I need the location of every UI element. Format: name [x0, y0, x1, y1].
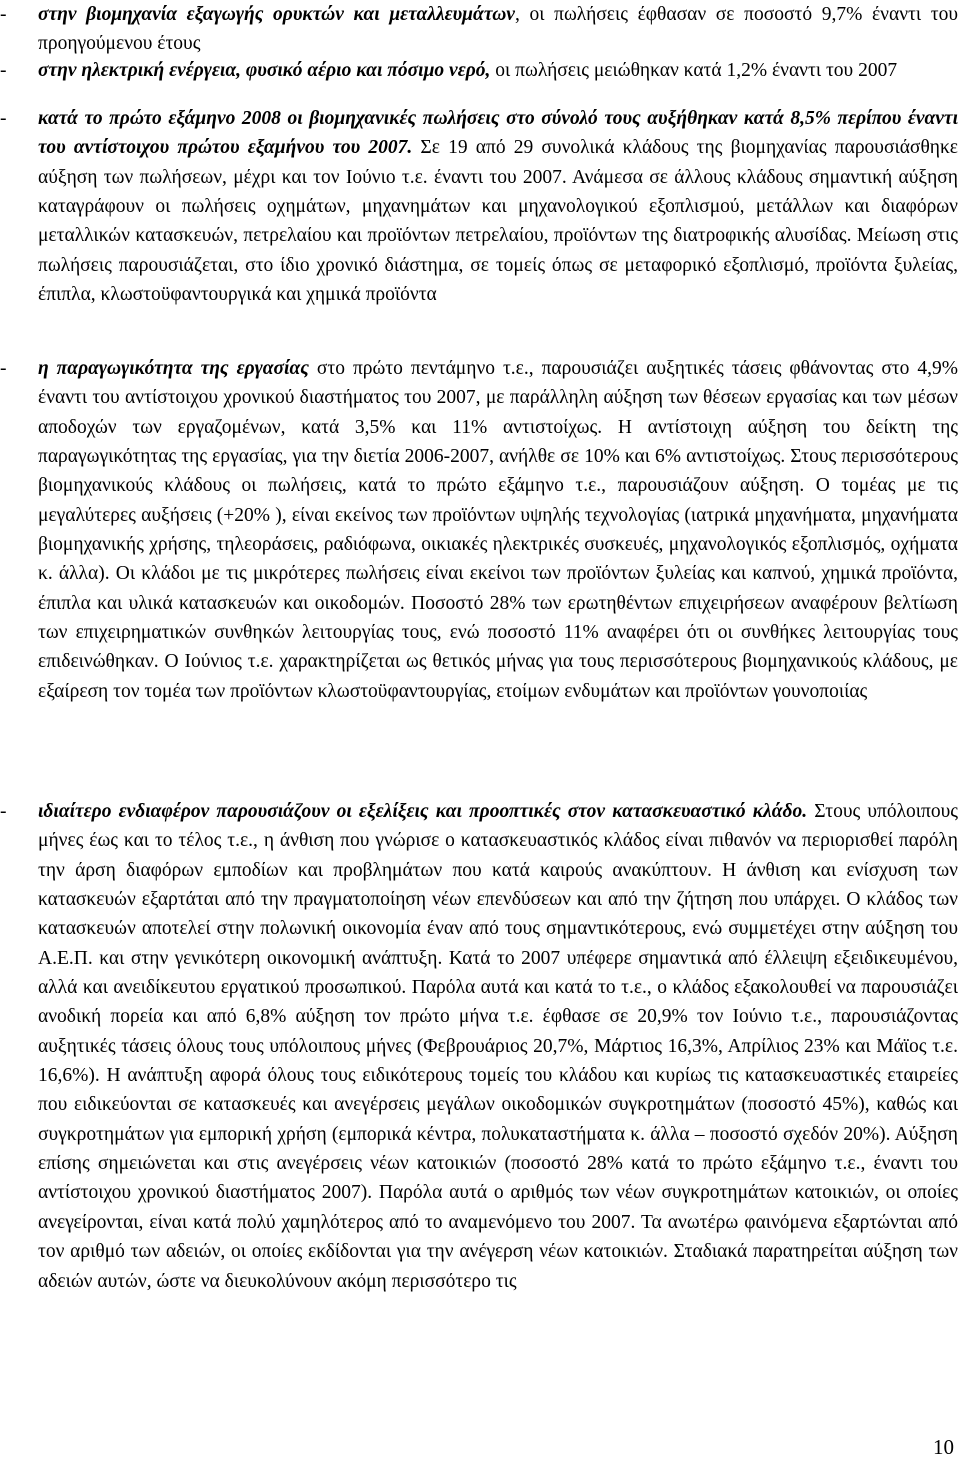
bullet-item-labour-productivity	[0, 354, 958, 706]
item-body-text: οι πωλήσεις μειώθηκαν κατά 1,2% έναντι του 2007	[490, 60, 898, 81]
bullet-dash: -	[0, 358, 7, 379]
item-lead-text: η παραγωγικότητα της εργασίας	[38, 358, 309, 379]
bullet-dash: -	[0, 108, 7, 129]
bullet-item-construction	[0, 797, 958, 1296]
item-body-text: Σε 19 από 29 συνολικά κλάδους της βιομηχανίας παρουσιάσθηκε αύξηση των πωλήσεων, μέχρι και τον Ιούνιο τ.ε. έναντι του 2007. Ανάμεσα σε άλλους κλάδους σημαντική αύξηση καταγράφουν οι πωλήσεις οχημάτων, μηχανημάτων και μηχανολογικού εξοπλισμού, μετάλλων και διαφόρων μεταλλικών κατασκευών, πετρελαίου και προϊόντων πετρελαίου, προϊόντων της διατροφικής αλυσίδας. Μείωση στις πωλήσεις παρουσιάζεται, στο ίδιο χρονικό διάστημα, σε τομείς όπως σε μεταφορικό εξοπλισμό, προϊόντα ξυλείας, έπιπλα, κλωστοϋφαντουργικά και χημικά προϊόντα	[38, 137, 958, 306]
item-body-text: Στους υπόλοιπους μήνες έως και το τέλος τ.ε., η άνθιση που γνώρισε ο κατασκευαστικός κλάδος είναι πιθανόν να περιορισθεί παρόλη την άρση διαφόρων εμποδίων και προβλημάτων που κατά καιρούς ανακύπτουν. Η άνθιση και ενίσχυση των κατασκευών εξαρτάται από την πραγματοποίηση νέων επενδύσεων και από την ζήτηση που υπάρχει. Ο κλάδος των κατασκευών αποτελεί στην πολωνική οικονομία έναν από τους σημαντικότερους, ενώ συμμετέχει στην αύξηση του Α.Ε.Π. και στην γενικότερη οικονομική ανάπτυξη. Κατά το 2007 υπέφερε σημαντικά από έλλειψη εξειδικευμένου, αλλά και ανειδίκευτου εργατικού προσωπικού. Παρόλα αυτά και κατά το τ.ε., ο κλάδος εξακολουθεί να παρουσιάζει ανοδική πορεία και από 6,8% αύξηση τον πρώτο μήνα τ.ε. έφθασε σε 20,9% τον Ιούνιο τ.ε., παρουσιάζοντας αυξητικές τάσεις όλους τους υπόλοιπους μήνες (Φεβρουάριος 20,7%, Μάρτιος 16,3%, Απρίλιος 23% και Μάϊος τ.ε. 16,6%). Η ανάπτυξη αφορά όλους τους ειδικότερους τομείς του κλάδου και κυρίως τις κατασκευαστικές εταιρείες που ειδικεύονται σε κατασκευές και ανεγέρσεις μεγάλων οικοδομικών συγκροτημάτων (ποσοστό 45%), καθώς και συγκροτημάτων για εμπορική χρήση (εμπορικά κέντρα, πολυκαταστήματα κ. άλλα – ποσοστό σχεδόν 20%). Αύξηση επίσης σημειώνεται και στις ανεγέρσεις νέων κατοικιών (ποσοστό 28% κατά το πρώτο εξάμηνο τ.ε., έναντι του αντίστοιχου χρονικού διαστήματος 2007). Παρόλα αυτά ο αριθμός των νέων συγκροτημάτων κατοικιών, οι οποίες ανεγείρονται, είναι κατά πολύ χαμηλότερος από το αναμενόμενο του 2007. Τα ανωτέρω φαινόμενα εξαρτώνται από τον αριθμό των αδειών, οι οποίες εκδίδονται για την ανέγερση νέων κατοικιών. Σταδιακά παρατηρείται αύξηση των αδειών αυτών, ώστε να διευκολύνουν ακόμη περισσότερο τις	[38, 801, 958, 1292]
bullet-dash: -	[0, 60, 7, 81]
item-lead-text: κατά το πρώτο εξάμηνο 2008 οι βιομηχανικές πωλήσεις στο σύνολό τους αυξήθηκαν κατά 8,5% περίπου έναντι του αντίστοιχου πρώτου εξαμήνου του 2007.	[38, 108, 958, 159]
bullet-dash: -	[0, 4, 7, 25]
bullet-item-energy	[0, 56, 958, 85]
bullet-item-mining	[0, 0, 959, 59]
bullet-item-first-half-sales	[0, 104, 958, 309]
item-body-text: , οι πωλήσεις έφθασαν σε ποσοστό 9,7% έναντι του προηγούμενου έτους	[38, 4, 959, 55]
page-number: 10	[933, 1435, 954, 1459]
item-lead-text: ιδιαίτερο ενδιαφέρον παρουσιάζουν οι εξελίξεις και προοπτικές στον κατασκευαστικό κλάδο.	[38, 801, 808, 822]
item-lead-text: στην βιομηχανία εξαγωγής ορυκτών και μεταλλευμάτων	[38, 4, 515, 25]
item-body-text: στο πρώτο πεντάμηνο τ.ε., παρουσιάζει αυξητικές τάσεις φθάνοντας στο 4,9% έναντι του αντίστοιχου χρονικού διαστήματος του 2007, με παράλληλη αύξηση των θέσεων εργασίας και των μέσων αποδοχών των εργαζομένων, κατά 3,5% και 11% αντιστοίχως. Η αντίστοιχη αύξηση του δείκτη της παραγωγικότητας της εργασίας, για την διετία 2006-2007, ανήλθε σε 10% και 6% αντιστοίχως. Στους περισσότερους βιομηχανικούς κλάδους οι πωλήσεις, κατά το πρώτο εξάμηνο τ.ε., παρουσιάζουν αύξηση. Ο τομέας με τις μεγαλύτερες αυξήσεις (+20% ), είναι εκείνος των προϊόντων υψηλής τεχνολογίας (ιατρικά μηχανήματα, μηχανήματα βιομηχανικής χρήσης, τηλεοράσεις, ραδιόφωνα, οικιακές ηλεκτρικές συσκευές, μηχανολογικός εξοπλισμός, οχήματα κ. άλλα). Οι κλάδοι με τις μικρότερες πωλήσεις είναι εκείνοι των προϊόντων ξυλείας και καπνού, χημικά προϊόντα, έπιπλα και υλικά κατασκευών και οικοδομών. Ποσοστό 28% των ερωτηθέντων επιχειρήσεων αναφέρουν βελτίωση των επιχειρηματικών συνθηκών λειτουργίας τους, ενώ ποσοστό 11% αναφέρει ότι οι συνθήκες λειτουργίας τους επιδεινώθηκαν. Ο Ιούνιος τ.ε. χαρακτηρίζεται ως θετικός μήνας για τους περισσότερους βιομηχανικούς κλάδους, με εξαίρεση τον τομέα των προϊόντων κλωστοϋφαντουργίας, ετοίμων ενδυμάτων και προϊόντων γουνοποιίας	[38, 358, 958, 702]
bullet-dash: -	[0, 801, 7, 822]
item-lead-text: στην ηλεκτρική ενέργεια, φυσικό αέριο και πόσιμο νερό,	[38, 60, 491, 81]
